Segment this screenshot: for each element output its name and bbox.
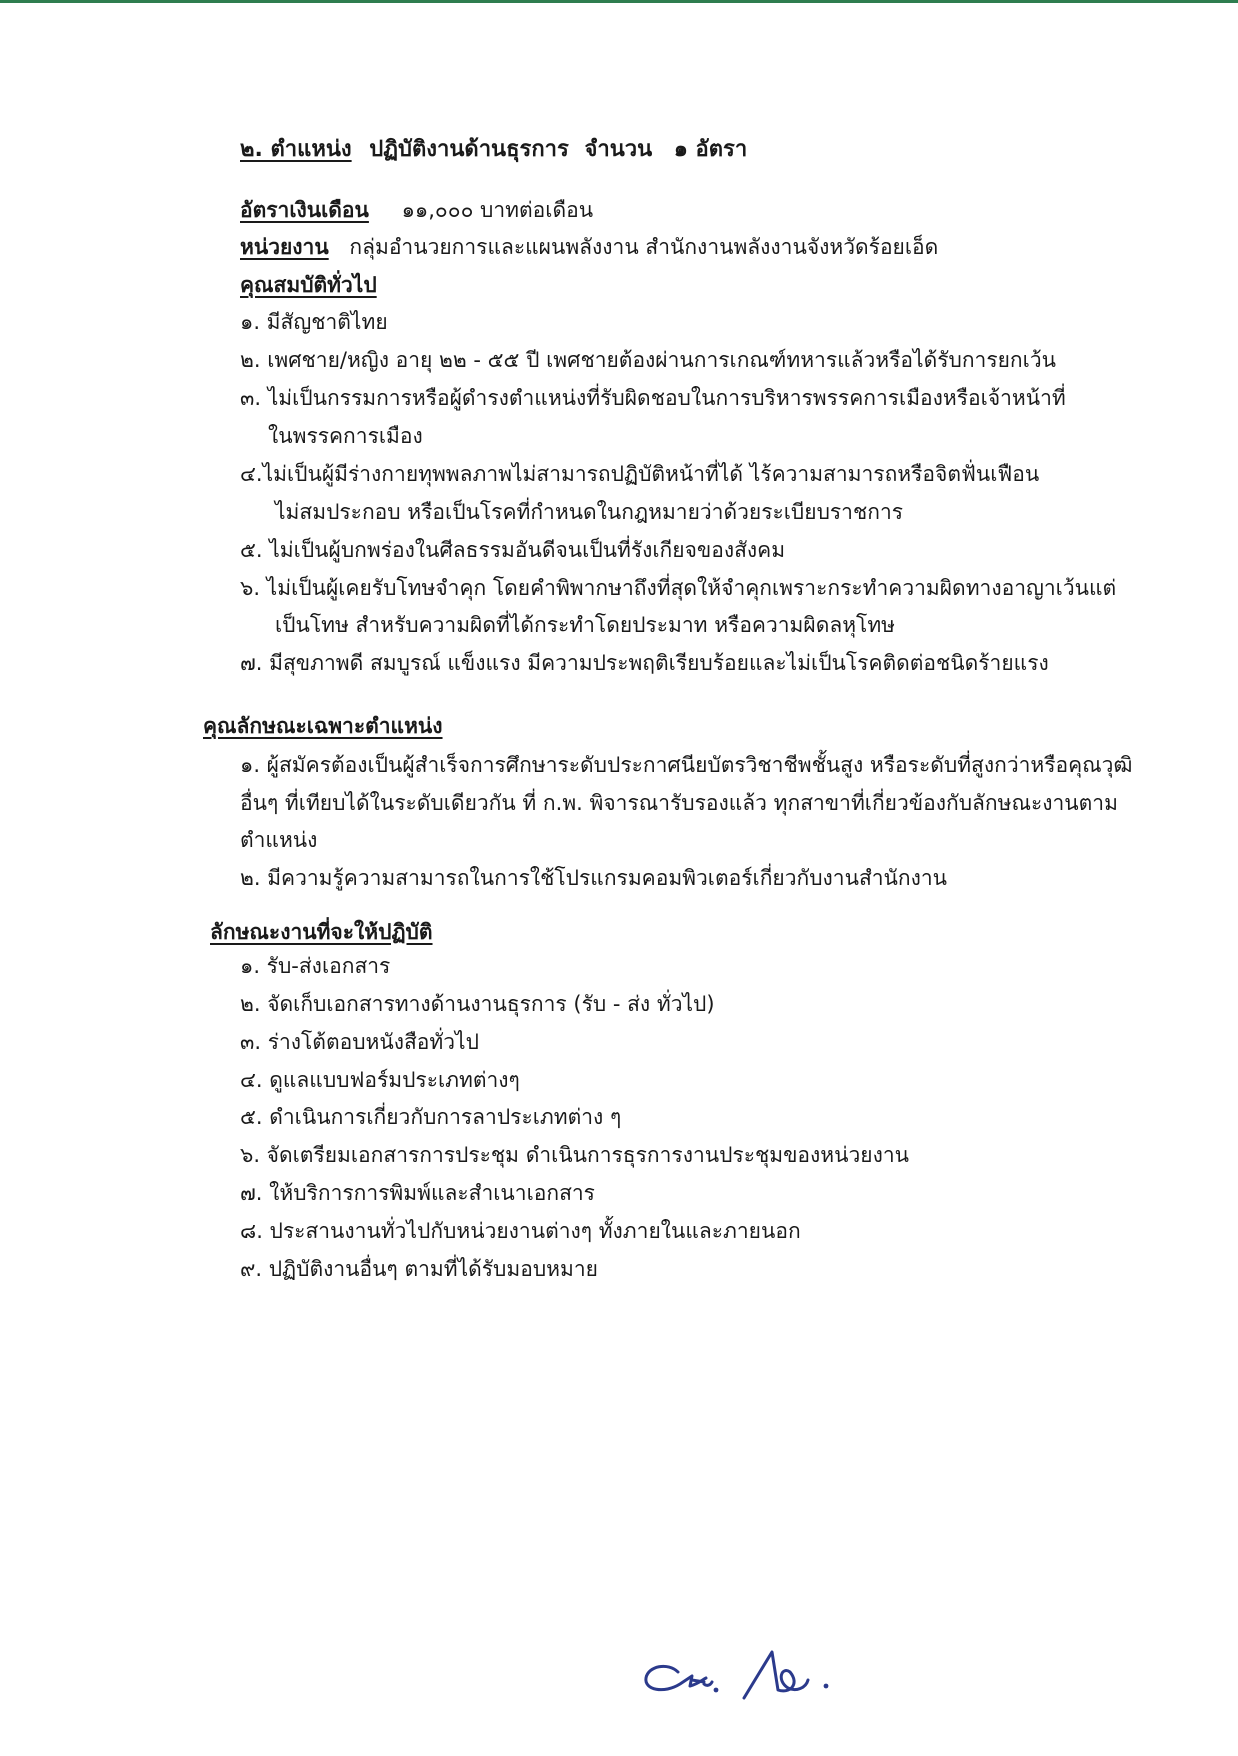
specific-qualification-line: ตำแหน่ง xyxy=(240,828,318,852)
job-duty-line: ๗. ให้บริการการพิมพ์และสำเนาเอกสาร xyxy=(240,1181,595,1205)
salary-label: อัตราเงินเดือน xyxy=(240,198,369,222)
unit-line xyxy=(240,233,938,261)
general-qualification-line: ๗. มีสุขภาพดี สมบูรณ์ แข็งแรง มีความประพฤติเรียบร้อยและไม่เป็นโรคติดต่อชนิดร้ายแรง xyxy=(240,651,1049,675)
general-qualification-line: ๒. เพศชาย/หญิง อายุ ๒๒ - ๕๕ ปี เพศชายต้องผ่านการเกณฑ์ทหารแล้วหรือได้รับการยกเว้น xyxy=(240,348,1056,372)
job-duty-line: ๓. ร่างโต้ตอบหนังสือทั่วไป xyxy=(240,1030,479,1054)
specific-qualification-line: ๒. มีความรู้ความสามารถในการใช้โปรแกรมคอมพิวเตอร์เกี่ยวกับงานสำนักงาน xyxy=(240,866,948,890)
handwritten-signature xyxy=(640,1640,870,1710)
position-count-value: ๑ อัตรา xyxy=(673,137,748,162)
general-qualification-line: ไม่สมประกอบ หรือเป็นโรคที่กำหนดในกฎหมายว่าด้วยระเบียบราชการ xyxy=(275,500,904,524)
general-qualification-line: ๕. ไม่เป็นผู้บกพร่องในศีลธรรมอันดีจนเป็นที่รังเกียจของสังคม xyxy=(240,538,786,562)
general-qualifications-heading: คุณสมบัติทั่วไป xyxy=(240,273,377,297)
job-duty-line: ๒. จัดเก็บเอกสารทางด้านงานธุรการ (รับ - ส่ง ทั่วไป) xyxy=(240,992,715,1016)
job-duty-line: ๔. ดูแลแบบฟอร์มประเภทต่างๆ xyxy=(240,1068,520,1092)
position-count-label: จำนวน xyxy=(584,137,653,162)
specific-qualifications-heading: คุณลักษณะเฉพาะตำแหน่ง xyxy=(203,714,443,738)
general-qualification-line: ๑. มีสัญชาติไทย xyxy=(240,310,388,334)
position-title-line xyxy=(240,136,747,164)
general-qualification-line: ๓. ไม่เป็นกรรมการหรือผู้ดำรงตำแหน่งที่รับผิดชอบในการบริหารพรรคการเมืองหรือเจ้าหน้าที่ xyxy=(240,386,1066,410)
specific-qualification-line: อื่นๆ ที่เทียบได้ในระดับเดียวกัน ที่ ก.พ. พิจารณารับรองแล้ว ทุกสาขาที่เกี่ยวข้องกับลักษณะงานตาม xyxy=(240,791,1118,815)
job-duty-line: ๕. ดำเนินการเกี่ยวกับการลาประเภทต่าง ๆ xyxy=(240,1105,622,1129)
position-number-title: ๒. ตำแหน่ง xyxy=(240,137,352,162)
position-name: ปฏิบัติงานด้านธุรการ xyxy=(369,137,569,162)
salary-line xyxy=(240,196,593,224)
salary-value: ๑๑,๐๐๐ บาทต่อเดือน xyxy=(401,198,594,222)
unit-label: หน่วยงาน xyxy=(240,235,329,259)
job-duty-line: ๑. รับ-ส่งเอกสาร xyxy=(240,954,391,978)
unit-value: กลุ่มอำนวยการและแผนพลังงาน สำนักงานพลังงานจังหวัดร้อยเอ็ด xyxy=(349,235,939,259)
general-qualification-line: ในพรรคการเมือง xyxy=(268,424,423,448)
job-duty-line: ๘. ประสานงานทั่วไปกับหน่วยงานต่างๆ ทั้งภายในและภายนอก xyxy=(240,1219,801,1243)
general-qualification-line: ๔.ไม่เป็นผู้มีร่างกายทุพพลภาพไม่สามารถปฏิบัติหน้าที่ได้ ไร้ความสามารถหรือจิตฟั่นเฟือน xyxy=(240,462,1040,486)
job-duty-line: ๙. ปฏิบัติงานอื่นๆ ตามที่ได้รับมอบหมาย xyxy=(240,1257,598,1281)
job-duty-line: ๖. จัดเตรียมเอกสารการประชุม ดำเนินการธุรการงานประชุมของหน่วยงาน xyxy=(240,1143,909,1167)
specific-qualification-line: ๑. ผู้สมัครต้องเป็นผู้สำเร็จการศึกษาระดับประกาศนียบัตรวิชาชีพชั้นสูง หรือระดับที่สูงกว่าหรือคุณวุฒิ xyxy=(240,753,1133,777)
general-qualification-line: ๖. ไม่เป็นผู้เคยรับโทษจำคุก โดยคำพิพากษาถึงที่สุดให้จำคุกเพราะกระทำความผิดทางอาญาเว้นแต่ xyxy=(240,576,1117,600)
general-qualification-line: เป็นโทษ สำหรับความผิดที่ได้กระทำโดยประมาท หรือความผิดลหุโทษ xyxy=(275,613,896,637)
job-duties-heading: ลักษณะงานที่จะให้ปฏิบัติ xyxy=(210,920,433,944)
